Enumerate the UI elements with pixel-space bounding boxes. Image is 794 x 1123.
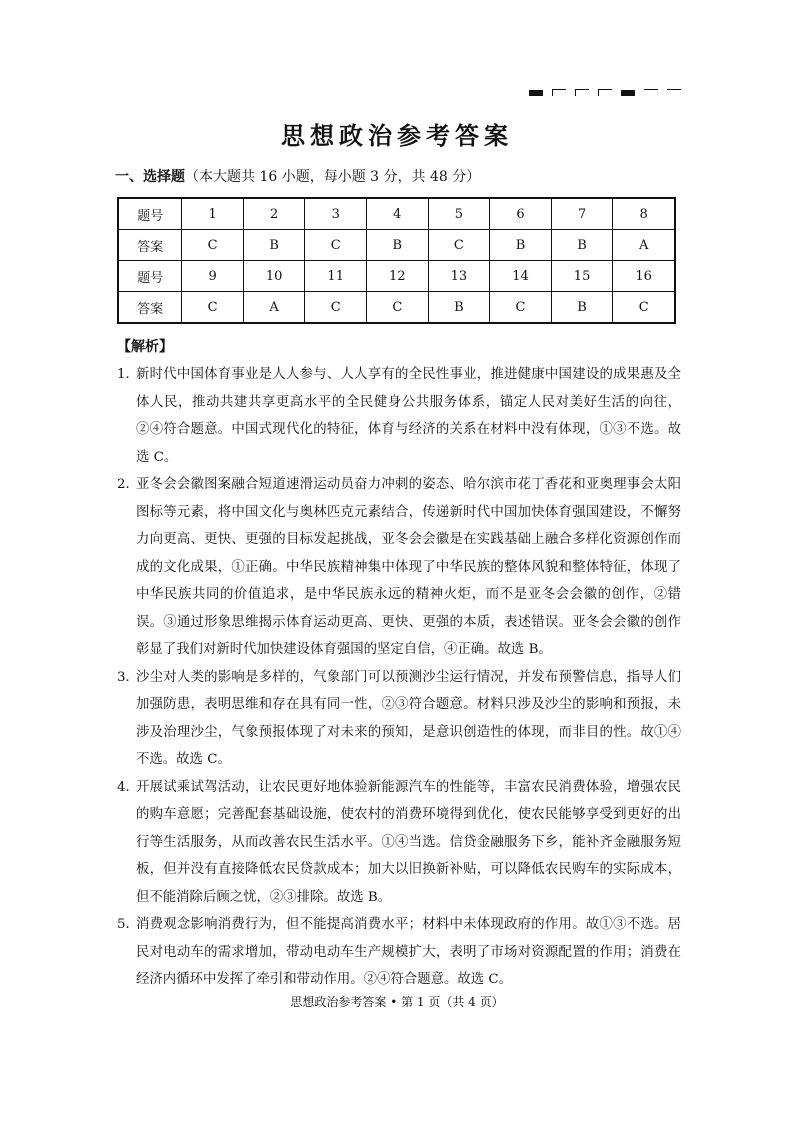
table-cell: 10 [243, 261, 305, 292]
item-number: 3． [117, 669, 139, 685]
table-cell: B [551, 292, 613, 324]
table-cell: B [367, 230, 429, 261]
row-header: 答案 [118, 292, 182, 324]
table-cell: B [490, 230, 552, 261]
mark-line-1 [644, 89, 658, 98]
mark-frame-3 [598, 89, 612, 96]
analysis-item [117, 361, 681, 471]
row-header: 答案 [118, 230, 182, 261]
answer-table [117, 197, 676, 324]
table-row [118, 198, 675, 230]
item-text: 沙尘对人类的影响是多样的，气象部门可以预测沙尘运行情况，并发布预警信息，指导人们加强防患，表明思维和存在具有同一性，②③符合题意。材料只涉及沙尘的影响和预报，未涉及治理沙尘，气象预报体现了对未来的预知，是意识创造性的体现，而非目的性。故①④不选。故选 C。 [136, 669, 681, 767]
table-cell: 14 [490, 261, 552, 292]
section-heading [115, 166, 480, 186]
table-cell: 9 [182, 261, 243, 292]
header-marks [529, 89, 681, 97]
table-cell: 11 [305, 261, 367, 292]
table-cell: C [367, 292, 429, 324]
table-cell: 4 [367, 198, 429, 230]
page-footer: 思想政治参考答案 • 第 1 页（共 4 页） [290, 995, 504, 1009]
analysis-heading: 【解析】 [117, 339, 173, 355]
table-cell: 7 [551, 198, 613, 230]
table-cell: 8 [613, 198, 675, 230]
item-text: 开展试乘试驾活动，让农民更好地体验新能源汽车的性能等，丰富农民消费体验，增强农民的购车意愿；完善配套基础设施，使农村的消费环境得到优化，使农民能够享受到更好的出行等生活服务，从而改善农民生活水平。①④当选。信贷金融服务下乡，能补齐金融服务短板，但并没有直接降低农民贷款成本；加大以旧换新补贴，可以降低农民购车的实际成本，但不能消除后顾之忧，②③排除。故选 B。 [136, 779, 681, 905]
table-cell: B [428, 292, 490, 324]
table-cell: C [490, 292, 552, 324]
section-note: （本大题共 16 小题，每小题 3 分，共 48 分） [185, 169, 481, 185]
table-cell: A [243, 292, 305, 324]
table-cell: 1 [182, 198, 243, 230]
analysis-item [117, 774, 681, 912]
analysis-item [117, 911, 681, 994]
row-header: 题号 [118, 261, 182, 292]
table-cell: C [305, 230, 367, 261]
analysis-item [117, 664, 681, 774]
table-cell: 12 [367, 261, 429, 292]
row-header: 题号 [118, 198, 182, 230]
table-cell: 6 [490, 198, 552, 230]
analysis-item [117, 471, 681, 664]
table-row [118, 292, 675, 324]
table-cell: 5 [428, 198, 490, 230]
mark-frame-1 [552, 89, 566, 96]
analysis-list [117, 361, 681, 994]
table-cell: 3 [305, 198, 367, 230]
table-cell: B [243, 230, 305, 261]
table-cell: 16 [613, 261, 675, 292]
item-number: 2． [117, 477, 139, 492]
page-title: 思想政治参考答案 [281, 121, 513, 150]
item-text: 亚冬会会徽图案融合短道速滑运动员奋力冲刺的姿态、哈尔滨市花丁香花和亚奥理事会太阳图标等元素，将中国文化与奥林匹克元素结合，传递新时代中国加快体育强国建设，不懈努力向更高、更快、更强的目标发起挑战，亚冬会会徽是在实践基础上融合多样化资源创作而成的文化成果，①正确。中华民族精神集中体现了中华民族的整体风貌和整体特征，体现了中华民族共同的价值追求，是中华民族永远的精神火炬，而不是亚冬会会徽的创作，②错误。③通过形象思维揭示体育运动更高、更快、更强的本质，表述错误。亚冬会会徽的创作彰显了我们对新时代加快建设体育强国的坚定自信，④正确。故选 B。 [136, 477, 681, 657]
table-cell: 2 [243, 198, 305, 230]
table-cell: 13 [428, 261, 490, 292]
item-text: 新时代中国体育事业是人人参与、人人享有的全民性事业，推进健康中国建设的成果惠及全体人民，推动共建共享更高水平的全民健身公共服务体系，锚定人民对美好生活的向往，②④符合题意。中国式现代化的特征，体育与经济的关系在材料中没有体现，①③不选。故选 C。 [136, 367, 681, 465]
table-cell: A [613, 230, 675, 261]
table-row [118, 230, 675, 261]
table-cell: C [428, 230, 490, 261]
section-label: 一、选择题 [115, 169, 185, 185]
item-text: 消费观念影响消费行为，但不能提高消费水平；材料中未体现政府的作用。故①③不选。居民对电动车的需求增加，带动电动车生产规模扩大，表明了市场对资源配置的作用；消费在经济内循环中发挥了牵引和带动作用。②④符合题意。故选 C。 [136, 917, 681, 987]
table-row [118, 261, 675, 292]
table-cell: C [182, 230, 243, 261]
table-cell: B [551, 230, 613, 261]
table-cell: 15 [551, 261, 613, 292]
table-cell: C [613, 292, 675, 324]
item-number: 5． [117, 917, 139, 932]
mark-line-2 [667, 89, 681, 98]
mark-solid-2 [621, 90, 635, 96]
item-number: 4． [117, 779, 139, 795]
mark-solid-1 [529, 90, 543, 96]
table-cell: C [182, 292, 243, 324]
item-number: 1． [117, 367, 139, 382]
table-cell: C [305, 292, 367, 324]
mark-frame-2 [575, 89, 589, 96]
